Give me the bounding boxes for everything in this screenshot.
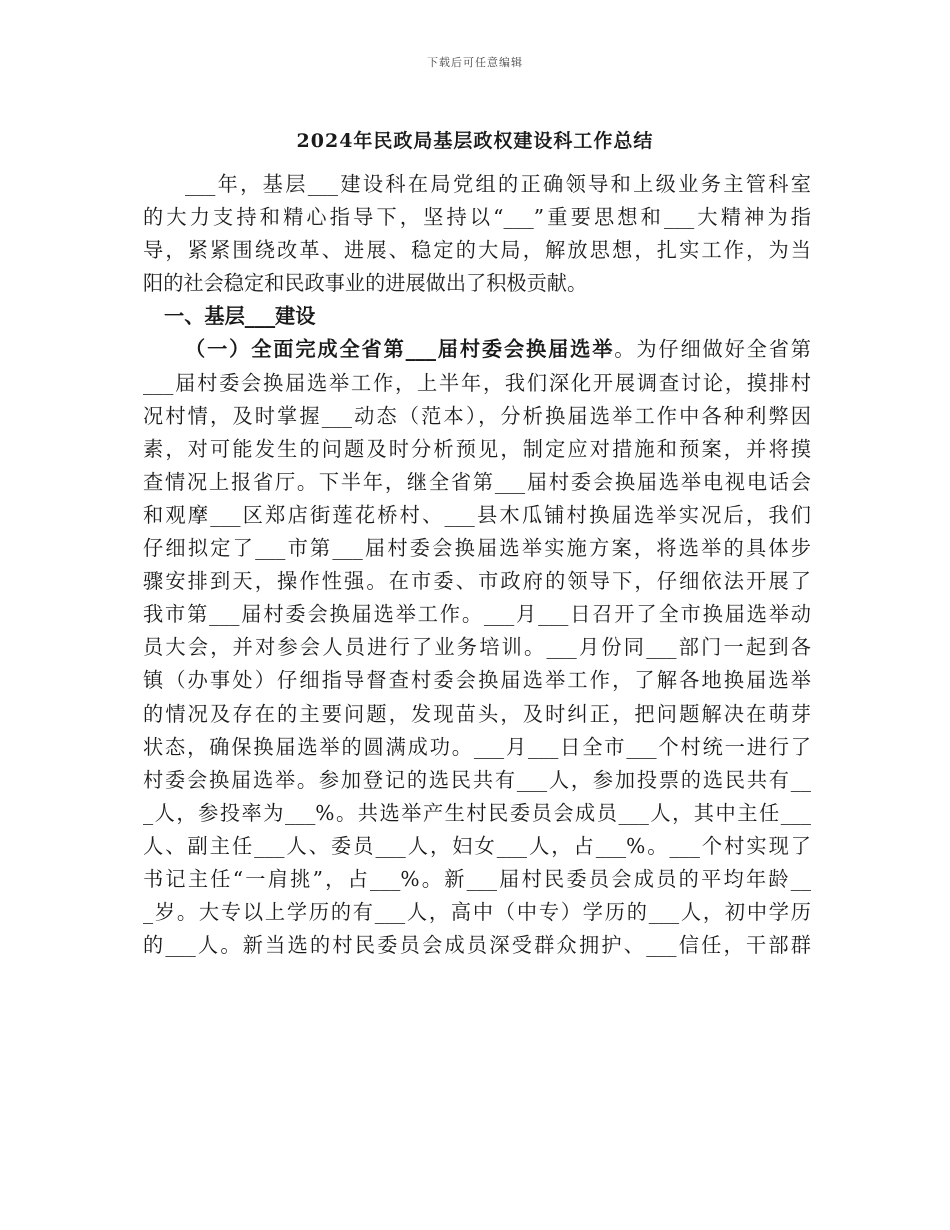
section-heading: 一、基层___建设 (164, 304, 316, 329)
subsection-heading: （一）全面完成全省第___届村委会换届选举 (185, 337, 615, 362)
header-note: 下载后可任意编辑 (427, 56, 523, 69)
body-line: 的___人。新当选的村民委员会成员深受群众拥护、___信任，干部群 (143, 933, 811, 958)
body-line: 镇（办事处）仔细指导督查村委会换届选举工作，了解各地换届选举 (143, 668, 811, 693)
body-line: 人、副主任___人、委员___人，妇女___人，占___%。___个村实现了 (143, 833, 811, 858)
body-line: 村委会换届选举。参加登记的选民共有___人，参加投票的选民共有__ (143, 767, 811, 792)
body-line: 素，对可能发生的问题及时分析预见，制定应对措施和预案，并将摸 (143, 436, 811, 461)
body-line: 的情况及存在的主要问题，发现苗头，及时纠正，把问题解决在萌芽 (143, 701, 811, 726)
intro-line: 阳的社会稳定和民政事业的进展做出了积极贡献。 (143, 271, 588, 296)
subsection-first-line (143, 333, 811, 366)
body-line: 状态，确保换届选举的圆满成功。___月___日全市___个村统一进行了 (143, 734, 811, 759)
body-line: 查情况上报省厅。下半年，继全省第___届村委会换届选举电视电话会 (143, 469, 811, 494)
intro-line: ___年，基层___建设科在局党组的正确领导和上级业务主管科室 (185, 172, 811, 196)
intro-line: 的大力支持和精心指导下，坚持以“___”重要思想和___大精神为指 (143, 205, 811, 230)
body-line: 骤安排到天，操作性强。在市委、市政府的领导下，仔细依法开展了 (143, 569, 811, 594)
body-line: 员大会，并对参会人员进行了业务培训。___月份同___部门一起到各 (143, 635, 811, 660)
body-line: 我市第___届村委会换届选举工作。___月___日召开了全市换届选举动 (143, 602, 811, 627)
body-line: 仔细拟定了___市第___届村委会换届选举实施方案，将选举的具体步 (143, 536, 811, 561)
intro-line: 导，紧紧围绕改革、进展、稳定的大局，解放思想，扎实工作，为当 (143, 238, 811, 263)
body-line: 况村情，及时掌握___动态（范本），分析换届选举工作中各种利弊因 (143, 403, 811, 428)
body-line: ___届村委会换届选举工作，上半年，我们深化开展调查讨论，摸排村 (143, 370, 811, 395)
body-line: _人，参投率为___%。共选举产生村民委员会成员___人，其中主任___ (143, 800, 811, 825)
body-line: 书记主任“一肩挑”，占___%。新___届村民委员会成员的平均年龄__ (143, 866, 811, 891)
subsection-first-tail: 。为仔细做好全省第 (614, 337, 811, 362)
body-line: _岁。大专以上学历的有___人，高中（中专）学历的___人，初中学历 (143, 900, 811, 925)
document-body (143, 168, 811, 962)
body-line: 和观摩___区郑店街莲花桥村、___县木瓜铺村换届选举实况后，我们 (143, 502, 811, 527)
document-title: 2024年民政局基层政权建设科工作总结 (296, 130, 654, 152)
